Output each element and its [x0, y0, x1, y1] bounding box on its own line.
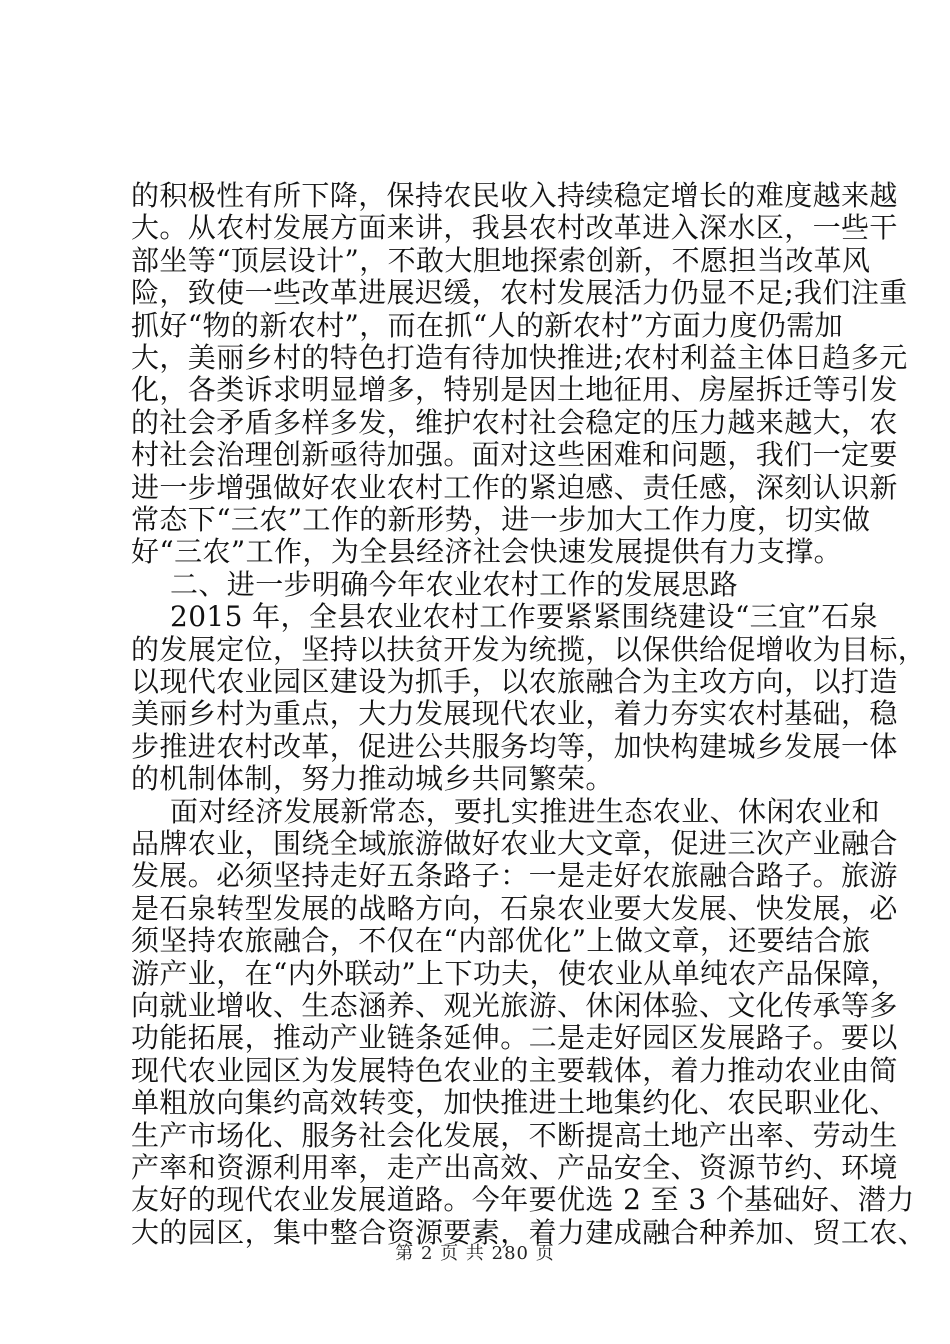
- text-line: 美丽乡村为重点，大力发展现代农业，着力夯实农村基础，稳: [131, 697, 898, 731]
- text-line: 村社会治理创新亟待加强。面对这些困难和问题，我们一定要: [131, 438, 898, 472]
- text-line: 大。从农村发展方面来讲，我县农村改革进入深水区，一些干: [131, 211, 898, 245]
- text-line: 的社会矛盾多样多发，维护农村社会稳定的压力越来越大，农: [131, 405, 898, 439]
- text-line: 单粗放向集约高效转变，加快推进土地集约化、农民职业化、: [131, 1086, 898, 1120]
- text-line: 大，美丽乡村的特色打造有待加快推进;农村利益主体日趋多元: [131, 341, 908, 374]
- text-line: 大的园区，集中整合资源要素，着力建成融合种养加、贸工农、: [131, 1215, 927, 1249]
- text-line: 好“三农”工作，为全县经济社会快速发展提供有力支撑。: [131, 535, 843, 569]
- text-line: 品牌农业，围绕全域旅游做好农业大文章，促进三次产业融合: [131, 827, 898, 860]
- text-line: 须坚持农旅融合，不仅在“内部优化”上做文章，还要结合旅: [131, 924, 871, 958]
- text-line: 现代农业园区为发展特色农业的主要载体，着力推动农业由简: [131, 1053, 898, 1087]
- text-line: 功能拓展，推动产业链条延伸。二是走好园区发展路子。要以: [131, 1021, 898, 1055]
- text-line: 游产业，在“内外联动”上下功夫，使农业从单纯农产品保障，: [131, 956, 899, 990]
- text-line: 化，各类诉求明显增多，特别是因土地征用、房屋拆迁等引发: [131, 373, 898, 407]
- text-line: 步推进农村改革，促进公共服务均等，加快构建城乡发展一体: [131, 729, 898, 763]
- section-heading: 二、进一步明确今年农业农村工作的发展思路: [170, 567, 739, 601]
- text-line: 生产市场化、服务社会化发展，不断提高土地产出率、劳动生: [131, 1118, 898, 1152]
- text-line: 险，致使一些改革进展迟缓，农村发展活力仍显不足;我们注重: [131, 276, 908, 310]
- text-line: 友好的现代农业发展道路。今年要优选 2 至 3 个基础好、潜力: [131, 1183, 915, 1217]
- text-line: 是石泉转型发展的战略方向，石泉农业要大发展、快发展，必: [131, 891, 898, 925]
- text-line: 向就业增收、生态涵养、观光旅游、休闲体验、文化传承等多: [131, 989, 898, 1022]
- text-line: 以现代农业园区建设为抓手，以农旅融合为主攻方向，以打造: [131, 665, 898, 698]
- text-line: 进一步增强做好农业农村工作的紧迫感、责任感，深刻认识新: [131, 470, 898, 504]
- text-line: 发展。必须坚持走好五条路子：一是走好农旅融合路子。旅游: [131, 859, 898, 893]
- text-line: 抓好“物的新农村”，而在抓“人的新农村”方面力度仍需加: [131, 308, 844, 342]
- text-line: 的机制体制，努力推动城乡共同繁荣。: [131, 762, 614, 796]
- text-line: 常态下“三农”工作的新形势，进一步加大工作力度，切实做: [131, 503, 871, 536]
- text-line: 产率和资源利用率，走产出高效、产品安全、资源节约、环境: [131, 1151, 898, 1184]
- text-line: 部坐等“顶层设计”，不敢大胆地探索创新，不愿担当改革风: [131, 243, 871, 277]
- page-footer: 第 2 页 共 280 页: [395, 1243, 555, 1264]
- text-line: 的发展定位，坚持以扶贫开发为统揽，以保供给促增收为目标，: [131, 632, 927, 666]
- text-line: 2015 年，全县农业农村工作要紧紧围绕建设“三宜”石泉: [170, 600, 878, 634]
- text-line: 的积极性有所下降，保持农民收入持续稳定增长的难度越来越: [131, 179, 898, 212]
- text-line: 面对经济发展新常态，要扎实推进生态农业、休闲农业和: [170, 794, 881, 828]
